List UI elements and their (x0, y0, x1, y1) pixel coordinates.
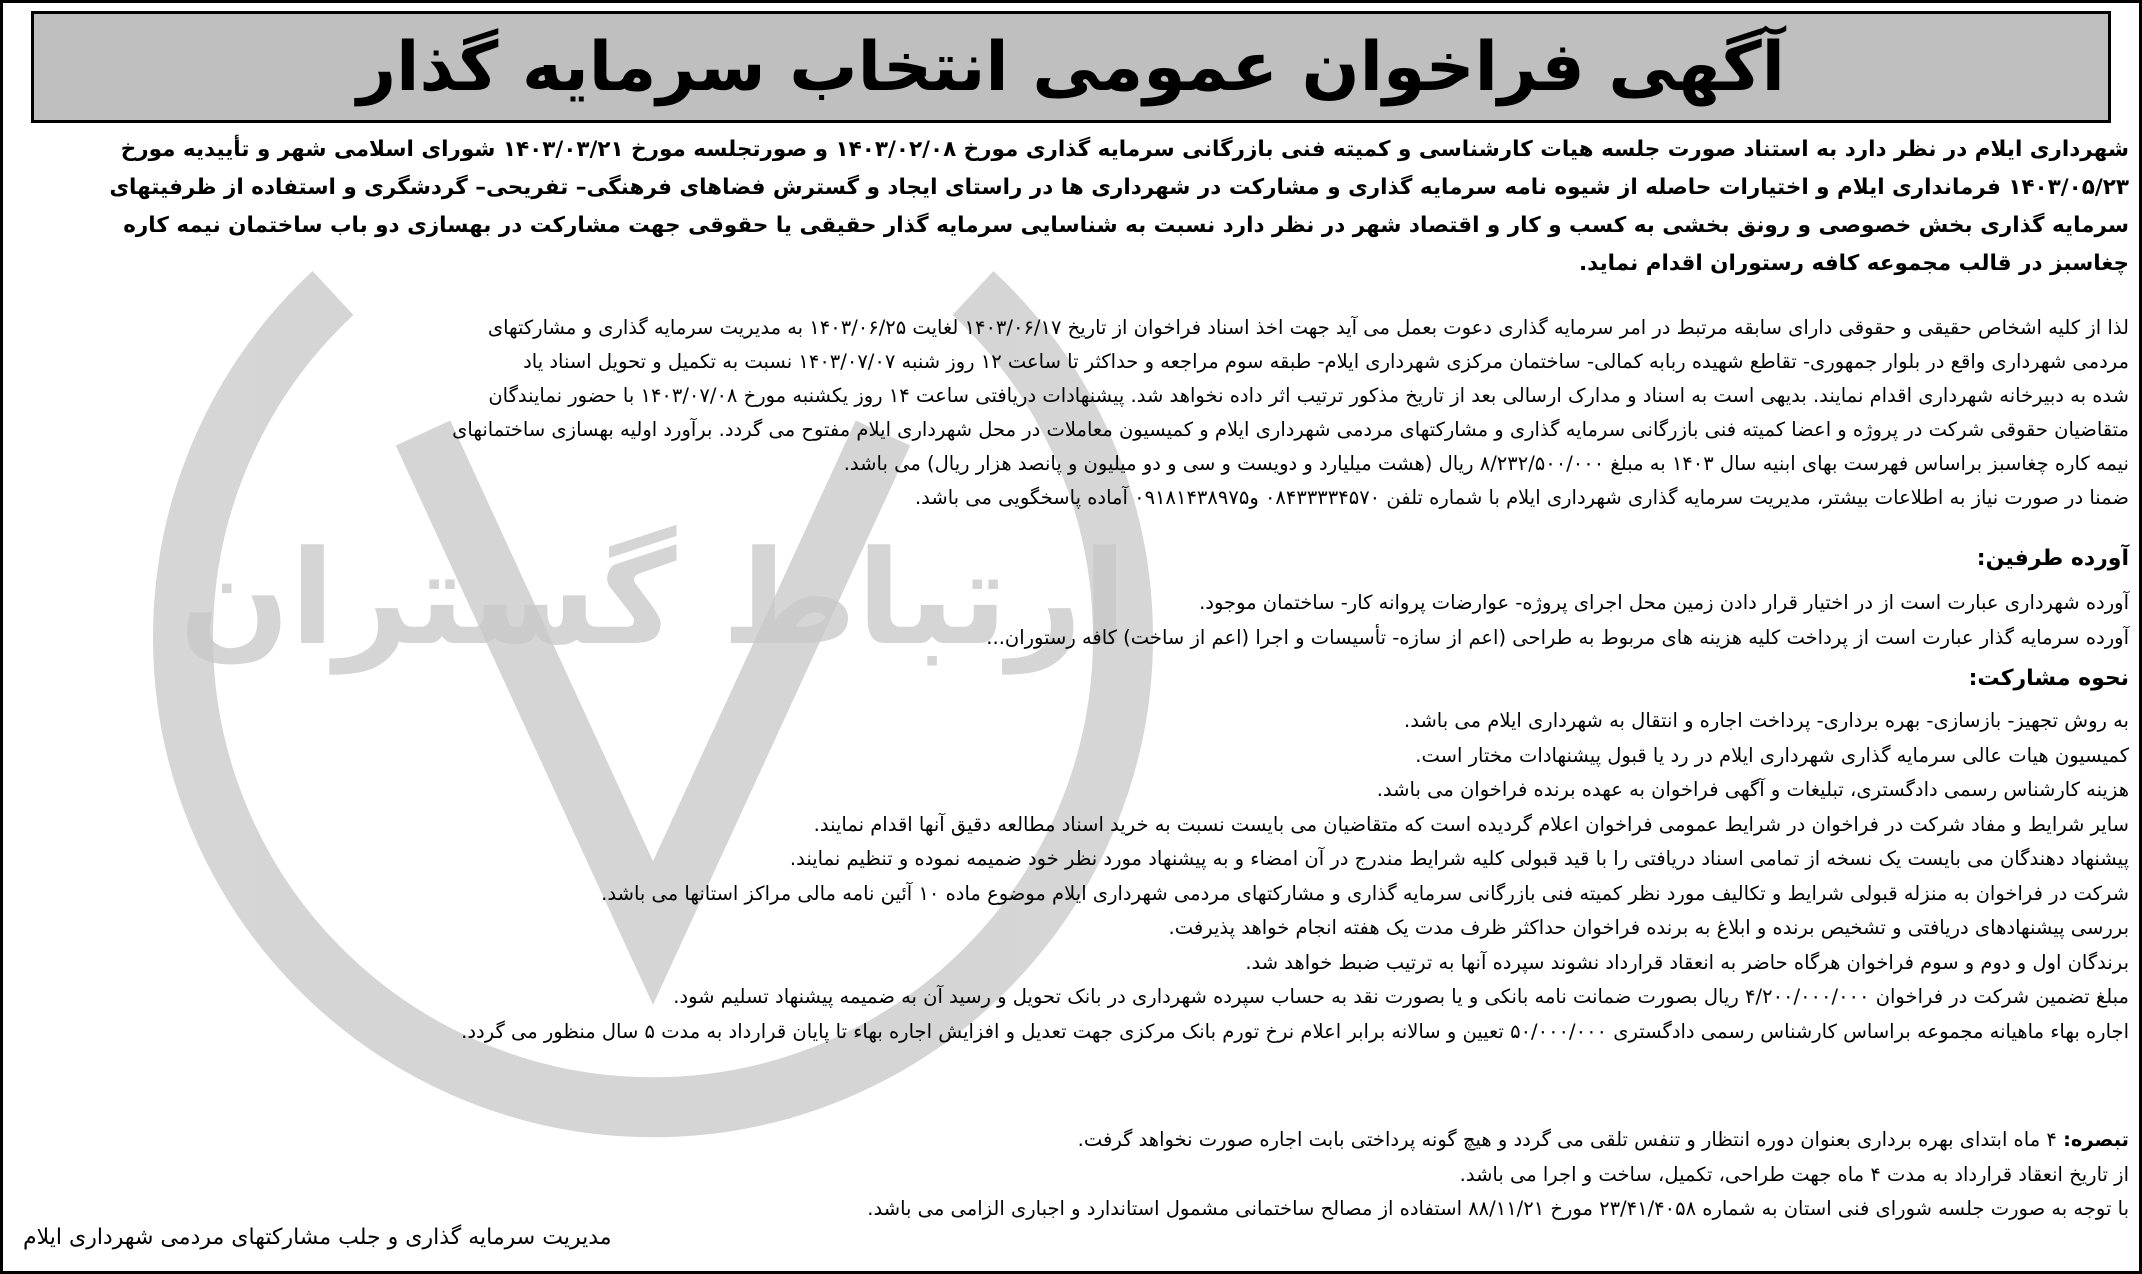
body-line: شده به دبیرخانه شهرداری اقدام نمایند. بدیهی است به اسناد و مدارک ارسالی بعد از تاریخ مذکور ترتیب اثر داده نخواهد شد. پیشنهادات دریافتی ساعت ۱۴ روز یکشنبه مورخ ۱۴۰۳/۰۷/۰۸ با حضور نمایندگان (488, 384, 2129, 407)
body-line: متقاضیان حقوقی شرکت در پروژه و اعضا کمیته فنی بازرگانی سرمایه گذاری و مشارکتهای مردمی شهرداری ایلام و کمیسیون معاملات در محل شهرداری ایلام مفتوح می گردد. برآورد اولیه بهسازی ساختمانهای (452, 418, 2129, 441)
list-item: سایر شرایط و مفاد شرکت در فراخوان در شرایط عمومی فراخوان اعلام گردیده است که متقاضیان می بایست نسبت به خرید اسناد مطالعه دقیق آنها اقدام نمایند. (813, 812, 2129, 836)
note-block (13, 1123, 2129, 1227)
invitation-paragraph (13, 311, 2129, 515)
note-line: با توجه به صورت جلسه شورای فنی استان به شماره ۲۳/۴۱/۴۰۵۸ مورخ ۸۸/۱۱/۲۱ استفاده از مصالح ساختمانی مشمول استاندارد و اجباری الزامی می باشد. (867, 1197, 2129, 1220)
list-item: برندگان اول و دوم و سوم فراخوان هرگاه حاضر به انعقاد قرارداد نشوند سپرده آنها به ترتیب ضبط خواهد شد. (1245, 950, 2129, 974)
list-item: کمیسیون هیات عالی سرمایه گذاری شهرداری ایلام در رد یا قبول پیشنهادات مختار است. (1415, 743, 2129, 767)
participation-heading: نحوه مشارکت: (1968, 666, 2129, 691)
body-line: ضمنا در صورت نیاز به اطلاعات بیشتر، مدیریت سرمایه گذاری شهرداری ایلام با شماره تلفن ۰۸۴۳۳۳۳۴۵۷۰ و۰۹۱۸۱۴۳۸۹۷۵ آماده پاسخگویی می باشد. (914, 486, 2129, 509)
list-item: بررسی پیشنهادهای دریافتی و تشخیص برنده و ابلاغ به برنده فراخوان حداکثر ظرف مدت یک هفته انجام خواهد پذیرفت. (1168, 916, 2129, 939)
page-title: آگهی فراخوان عمومی انتخاب سرمایه گذار (357, 27, 1785, 107)
contribution-heading: آورده طرفین: (1976, 546, 2129, 571)
watermark-text: ارتباط گستران (179, 522, 1127, 674)
intro-paragraph (13, 131, 2129, 283)
title-banner (31, 11, 2111, 123)
list-item: آورده شهرداری عبارت است از در اختیار قرار دادن زمین محل اجرای پروژه- عوارضات پروانه کار- ساختمان موجود. (1199, 591, 2129, 614)
list-item: هزینه کارشناس رسمی دادگستری، تبلیغات و آگهی فراخوان به عهده برنده فراخوان می باشد. (1376, 778, 2129, 801)
list-item: اجاره بهاء ماهیانه مجموعه براساس کارشناس رسمی دادگستری ۵۰/۰۰۰/۰۰۰ تعیین و سالانه برابر اعلام نرخ تورم بانک مرکزی جهت تعدیل و افزایش اجاره بهاء تا پایان قرارداد به مدت ۵ سال منظور می گردد. (461, 1019, 2129, 1043)
participation-list (13, 704, 2129, 1049)
intro-line: ۱۴۰۳/۰۵/۲۳ فرمانداری ایلام و اختیارات حاصله از شیوه نامه سرمایه گذاری و مشارکت در شهرداری ها در راستای ایجاد و گسترش فضاهای فرهنگی– تفریحی– گردشگری و استفاده از ظرفیتهای (109, 175, 2129, 200)
list-item: شرکت در فراخوان به منزله قبولی شرایط و تکالیف مورد نظر کمیته فنی بازرگانی سرمایه گذاری و مشارکتهای مردمی شهرداری ایلام موضوع ماده ۱۰ آئین نامه مالی مراکز استانها می باشد. (601, 881, 2129, 905)
intro-line: سرمایه گذاری بخش خصوصی و رونق بخشی به کسب و کار و اقتصاد شهر در نظر دارد نسبت به شناسایی سرمایه گذار حقیقی یا حقوقی جهت مشارکت در بهسازی دو باب ساختمان نیمه کاره (123, 213, 2129, 238)
note-text: ۴ ماه ابتدای بهره برداری بعنوان دوره انتظار و تنفس تلقی می گردد و هیچ گونه پرداختی بابت اجاره صورت نخواهد گرفت. (1077, 1128, 2057, 1151)
note-label: تبصره: (2063, 1128, 2129, 1151)
list-item: مبلغ تضمین شرکت در فراخوان ۴/۲۰۰/۰۰۰/۰۰۰ ریال بصورت ضمانت نامه بانکی و یا بصورت نقد به حساب سپرده شهرداری در بانک تحویل و رسید آن به ضمیمه پیشنهاد تسلیم شود. (673, 985, 2129, 1008)
list-item: به روش تجهیز- بازسازی- بهره برداری- پرداخت اجاره و انتقال به شهرداری ایلام می باشد. (1404, 709, 2129, 732)
body-line: مردمی شهرداری واقع در بلوار جمهوری- تقاطع شهیده ربابه کمالی- ساختمان مرکزی شهرداری ایلام- طبقه سوم مراجعه و حداکثر تا ساعت ۱۲ روز شنبه ۱۴۰۳/۰۷/۰۷ نسبت به تکمیل و تحویل اسناد یاد (523, 350, 2129, 373)
body-line: نیمه کاره چغاسبز براساس فهرست بهای ابنیه سال ۱۴۰۳ به مبلغ ۸/۲۳۲/۵۰۰/۰۰۰ ریال (هشت میلیارد و دویست و سی و دو میلیون و پانصد هزار ریال) می باشد. (843, 452, 2129, 475)
intro-line: شهرداری ایلام در نظر دارد به استناد صورت جلسه هیات کارشناسی و کمیته فنی بازرگانی سرمایه گذاری مورخ ۱۴۰۳/۰۲/۰۸ و صورتجلسه مورخ ۱۴۰۳/۰۳/۲۱ شورای اسلامی شهر و تأییدیه مورخ (120, 137, 2129, 162)
note-line: از تاریخ انعقاد قرارداد به مدت ۴ ماه جهت طراحی، تکمیل، ساخت و اجرا می باشد. (1459, 1162, 2129, 1186)
list-item: آورده سرمایه گذار عبارت است از پرداخت کلیه هزینه های مربوط به طراحی (اعم از سازه- تأسیسات و اجرا (اعم از ساخت) کافه رستوران... (986, 625, 2129, 649)
contribution-list (13, 586, 2129, 655)
list-item: پیشنهاد دهندگان می بایست یک نسخه از تمامی اسناد دریافتی را با قید قبولی کلیه شرایط مندرج در آن امضاء و به پیشنهاد مورد نظر خود ضمیمه نموده و تنظیم نمایند. (789, 847, 2129, 870)
note-line (13, 1123, 2129, 1158)
body-line: لذا از کلیه اشخاص حقیقی و حقوقی دارای سابقه مرتبط در امر سرمایه گذاری دعوت بعمل می آید جهت اخذ اسناد فراخوان از تاریخ ۱۴۰۳/۰۶/۱۷ لغایت ۱۴۰۳/۰۶/۲۵ به مدیریت سرمایه گذاری و مشارکتهای (487, 316, 2129, 339)
footer-signature: مدیریت سرمایه گذاری و جلب مشارکتهای مردمی شهرداری ایلام (23, 1225, 612, 1250)
intro-line: چغاسبز در قالب مجموعه کافه رستوران اقدام نماید. (1579, 251, 2129, 276)
